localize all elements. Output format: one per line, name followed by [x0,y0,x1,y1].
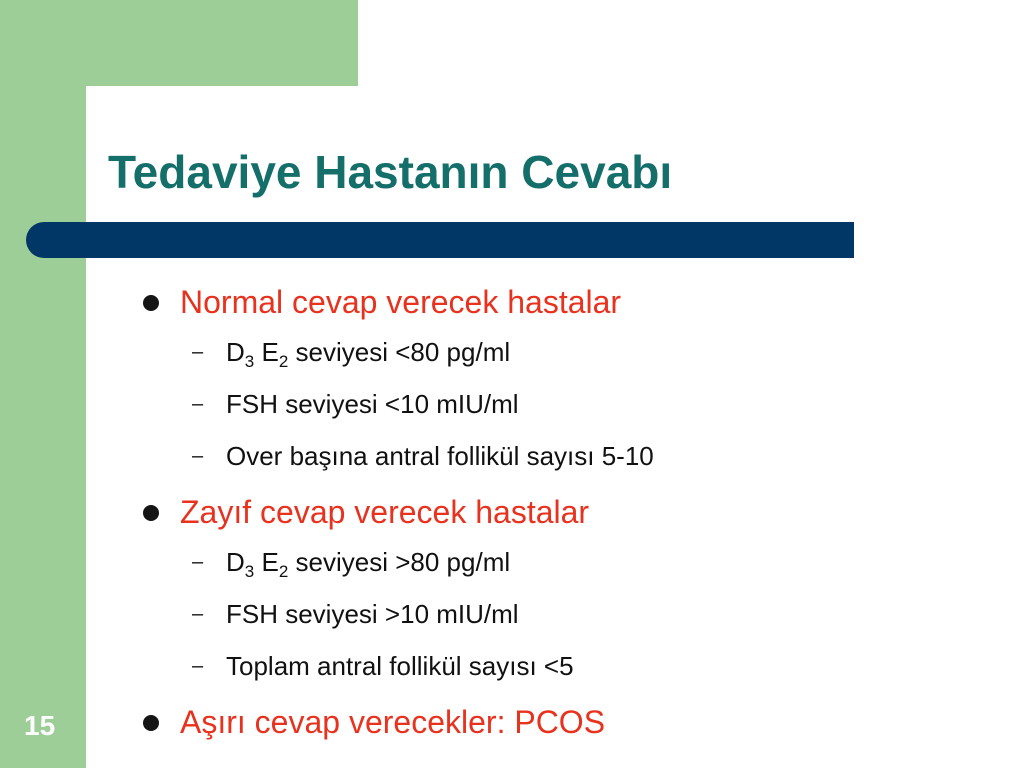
bullet-list [140,278,1000,746]
dash-icon: – [192,655,204,677]
sub-bullet-d3e2-normal [140,326,1000,378]
title-underline-bar [26,222,854,258]
sub-bullet-text: Over başına antral follikül sayısı 5-10 [226,441,654,471]
slide-title: Tedaviye Hastanın Cevabı [108,146,673,198]
sub-bullet-text: FSH seviyesi <10 mIU/ml [226,389,519,419]
sub-bullet-fsh-normal [140,378,1000,430]
sub-bullet-text: $D_3$ $E_2$ seviyesi <80 pg/ml [226,337,511,371]
bullet-poor-responders [140,488,1000,536]
bullet-dot-icon [143,715,159,731]
sub-bullet-afc-poor [140,640,1000,692]
sub-bullet-d3e2-poor [140,536,1000,588]
bullet-normal-responders [140,278,1000,326]
page-number: 15 [24,710,56,741]
bullet-dot-icon [143,505,159,521]
green-frame-top [0,0,358,86]
sub-bullet-text: $D_3$ $E_2$ seviyesi >80 pg/ml [226,547,511,581]
sub-bullet-text: FSH seviyesi >10 mIU/ml [226,599,519,629]
sub-bullet-afc-normal [140,430,1000,482]
bullet-text: Aşırı cevap verecekler: PCOS [180,704,606,740]
sub-bullet-text: Toplam antral follikül sayısı <5 [226,651,574,681]
green-frame-left [0,0,86,768]
dash-icon: – [192,551,204,573]
dash-icon: – [192,341,204,363]
dash-icon: – [192,603,204,625]
dash-icon: – [192,393,204,415]
dash-icon: – [192,445,204,467]
bullet-text: Normal cevap verecek hastalar [180,284,622,320]
bullet-hyper-responders [140,698,1000,746]
bullet-dot-icon [143,295,159,311]
bullet-text: Zayıf cevap verecek hastalar [180,494,590,530]
sub-bullet-fsh-poor [140,588,1000,640]
